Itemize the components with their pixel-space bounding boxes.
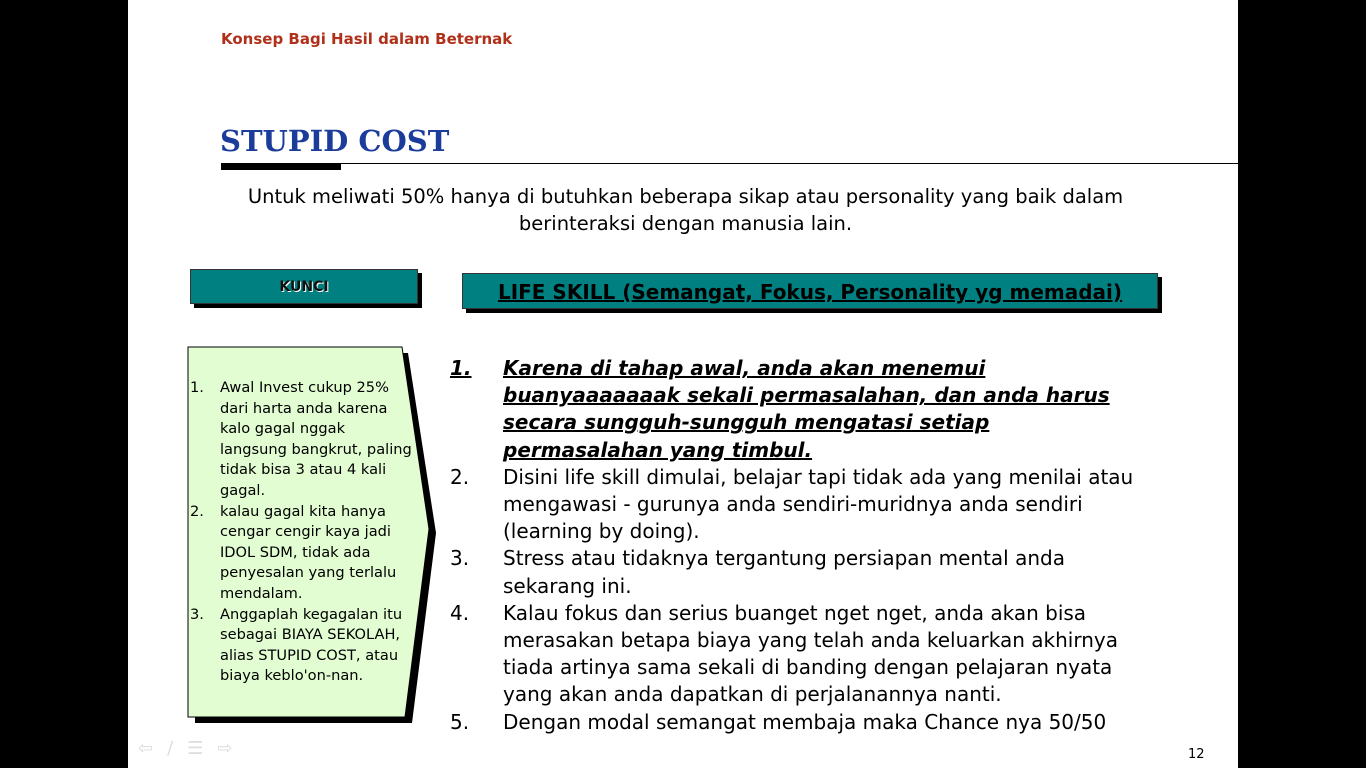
kunci-box: KUNCI [190,269,418,304]
next-arrow-icon[interactable]: ⇨ [217,738,233,759]
kunci-list [190,378,412,687]
item-number: 2. [450,464,470,489]
item-text: Disini life skill dimulai, belajar tapi tidak ada yang menilai atau mengawasi - gurunya anda sendiri-muridnya anda sendiri (learning by doing). [503,464,1134,544]
list-item [450,600,1140,709]
slide-title: STUPID COST [220,124,450,158]
list-item [450,545,1140,599]
item-number: 5. [450,709,470,734]
pen-icon[interactable]: ∕ [167,738,174,759]
lifeskill-box: LIFE SKILL (Semangat, Fokus, Personality yg memadai) [462,273,1158,309]
list-item [190,378,412,502]
item-text: Awal Invest cukup 25% dari harta anda karena kalo gagal nggak langsung bangkrut, paling tidak bisa 3 atau 4 kali gagal. [220,379,412,499]
item-number: 3. [450,546,470,571]
item-number: 4. [450,600,470,625]
item-text: Kalau fokus dan serius buanget nget nget, anda akan bisa merasakan betapa biaya yang telah anda keluarkan akhirnya tiada artinya sama sekali di banding dengan pelajaran nyata yang akan anda dapatkan di perjalanannya nanti. [503,600,1118,707]
title-underline-rule [341,163,1238,164]
item-text: Dengan modal semangat membaja maka Chance nya 50/50 [503,709,1107,734]
item-number: 3. [190,605,204,623]
item-number: 1. [450,356,472,380]
list-item [190,502,412,605]
list-item [450,709,1140,736]
menu-icon[interactable]: ☰ [187,738,204,759]
list-item [190,605,412,687]
list-item [450,355,1140,464]
lifeskill-list [450,355,1140,736]
item-number: 2. [190,502,204,520]
item-number: 1. [190,379,204,396]
subtitle: Untuk meliwati 50% hanya di butuhkan beberapa sikap atau personality yang baik dalam berinteraksi dengan manusia lain. [247,185,1124,235]
item-text: Anggaplah kegagalan itu sebagai BIAYA SEKOLAH, alias STUPID COST, atau biaya keblo'on-nan. [220,605,403,685]
item-text: Stress atau tidaknya tergantung persiapan mental anda sekarang ini. [503,546,1065,598]
slide-header: Konsep Bagi Hasil dalam Beternak [221,30,513,48]
item-text: kalau gagal kita hanya cengar cengir kaya jadi IDOL SDM, tidak ada penyesalan yang terlalu mendalam. [220,502,397,602]
previous-arrow-icon[interactable]: ⇦ [138,738,154,759]
title-underline-thick [221,163,341,170]
slide [128,0,1238,768]
page-number: 12 [1188,747,1205,762]
list-item [450,464,1140,546]
item-text: Karena di tahap awal, anda akan menemui buanyaaaaaaak sekali permasalahan, dan anda harus secara sungguh-sungguh mengatasi setiap permasalahan yang timbul. [503,356,1110,462]
slideshow-nav [138,738,232,759]
